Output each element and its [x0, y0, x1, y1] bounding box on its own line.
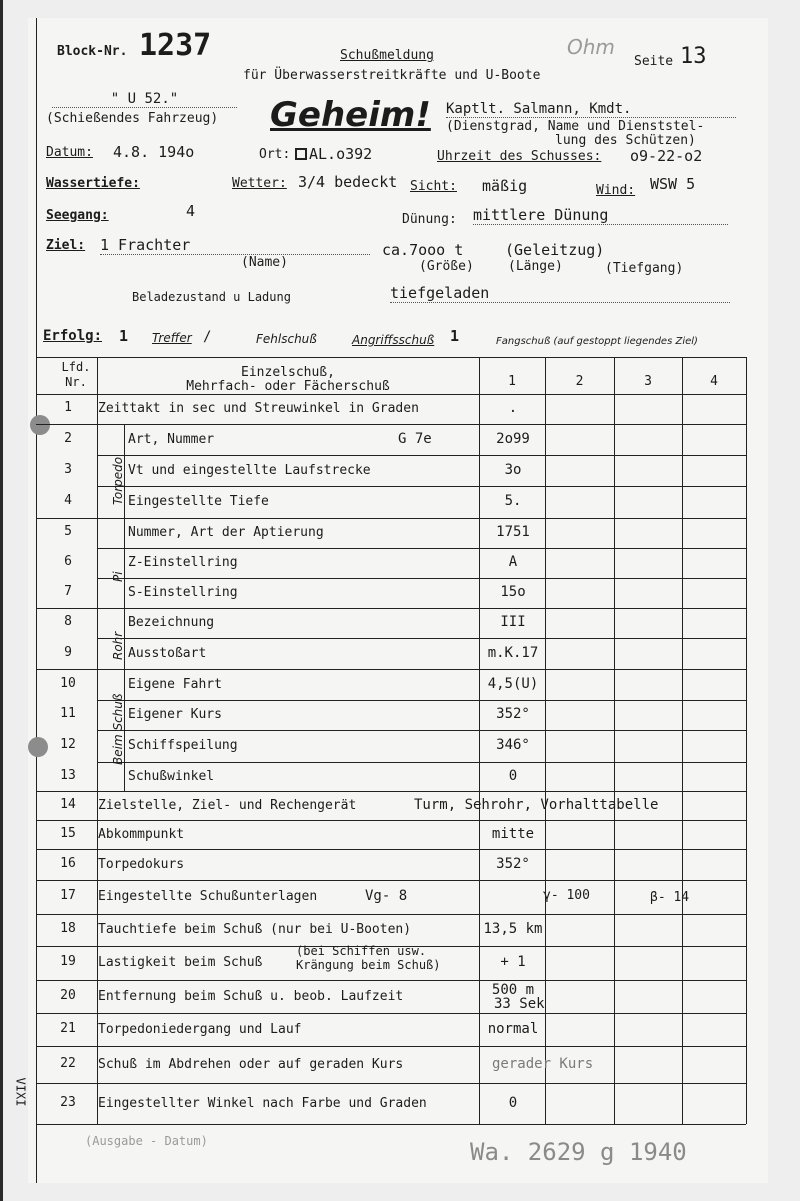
fehl-label: Fehlschuß — [256, 332, 317, 346]
name-label: (Name) — [241, 255, 288, 270]
row-number: 17 — [60, 888, 76, 903]
table-rule — [36, 980, 746, 981]
table-rule — [97, 730, 746, 731]
row17-gamma: γ- 100 — [543, 888, 590, 903]
wind-label: Wind: — [596, 183, 636, 198]
row-value-1: III — [500, 614, 526, 630]
row-label: Schußwinkel — [128, 768, 215, 784]
ort-value: AL.o392 — [309, 145, 373, 163]
row-number: 5 — [64, 524, 72, 539]
row19-note-2: Krängung beim Schuß) — [296, 958, 441, 972]
ziel-label: Ziel: — [46, 238, 86, 253]
row-value-1: A — [508, 554, 518, 570]
col-4: 4 — [710, 374, 718, 389]
ort-checkbox-icon — [295, 148, 307, 160]
angriff-value: 1 — [450, 327, 460, 345]
form-title: Schußmeldung — [340, 48, 434, 63]
laenge-label: (Länge) — [508, 259, 563, 274]
commander-label: (Dienstgrad, Name und Dienststel- — [446, 119, 705, 134]
seegang-label: Seegang: — [46, 208, 109, 223]
table-rule — [36, 518, 746, 519]
uhrzeit-value: o9-22-o2 — [630, 147, 703, 165]
table-rule — [36, 1124, 746, 1125]
group-torpedo: Torpedo — [111, 456, 125, 505]
row-number: 20 — [60, 987, 76, 1003]
ort-label: Ort: — [259, 147, 291, 162]
beladung-label: Beladezustand u Ladung — [132, 290, 291, 304]
row-value-1: 13,5 km — [483, 921, 543, 937]
row-label: Entfernung beim Schuß u. beob. Laufzeit — [98, 988, 404, 1004]
col-rule — [614, 357, 615, 1124]
row-label: Tauchtiefe beim Schuß (nur bei U-Booten) — [98, 922, 412, 937]
row-label: Z-Einstellring — [128, 555, 238, 570]
row-value-1: 4,5(U) — [487, 675, 539, 692]
table-rule — [97, 638, 746, 639]
row-label: Schuß im Abdrehen oder auf geraden Kurs — [98, 1056, 404, 1072]
row-extra-value: Turm, Sehrohr, Vorhalttabelle — [414, 796, 659, 813]
col-rule — [545, 357, 546, 1124]
row-value-1: gerader Kurs — [492, 1055, 594, 1072]
row-value-1: 352° — [496, 706, 530, 722]
commander-value: Kaptlt. Salmann, Kmdt. — [446, 101, 736, 118]
row-number: 2 — [64, 430, 72, 446]
col-rule — [97, 357, 98, 1124]
row-label: Abkommpunkt — [98, 826, 185, 842]
row-value-1: 5. — [504, 493, 522, 509]
row-label: Torpedokurs — [98, 856, 185, 872]
table-rule — [97, 700, 746, 701]
erfolg-label: Erfolg: — [43, 328, 103, 344]
col-rule — [479, 357, 480, 1124]
page-number: 13 — [680, 44, 707, 69]
row-value-1: 0 — [508, 1094, 518, 1111]
row-label: S-Einstellring — [128, 585, 238, 600]
duenung-value: mittlere Dünung — [473, 206, 728, 225]
ziel-size: ca.7ooo t — [382, 241, 464, 259]
col-einzel: Einzelschuß, — [241, 365, 335, 380]
table-rule — [36, 880, 746, 881]
row19-note-1: (bei Schiffen usw. — [296, 944, 427, 958]
row-number: 14 — [60, 796, 76, 812]
row-label: Eingestellte Schußunterlagen — [98, 889, 318, 904]
wind-value: WSW 5 — [650, 175, 696, 193]
row-value-1: + 1 — [500, 954, 526, 970]
sicht-label: Sicht: — [410, 179, 457, 194]
ziel-geleit: (Geleitzug) — [505, 241, 605, 259]
ziel-value: 1 Frachter — [100, 236, 370, 255]
seegang-value: 4 — [186, 202, 196, 220]
group-beim-schuss: Beim Schuß — [111, 693, 125, 765]
row-value-1: 346° — [496, 737, 530, 753]
row-value-1: . — [508, 400, 518, 416]
row-label: Eingestellter Winkel nach Farbe und Graden — [98, 1095, 427, 1111]
uhrzeit-label: Uhrzeit des Schusses: — [437, 149, 602, 164]
row-label: Vt und eingestellte Laufstrecke — [128, 462, 371, 478]
tiefgang-label: (Tiefgang) — [605, 261, 684, 276]
row-number: 1 — [64, 400, 72, 415]
treffer-value: 1 — [119, 327, 129, 345]
row-number: 9 — [64, 644, 72, 660]
row-value-1: 15o — [500, 584, 526, 600]
table-rule — [36, 394, 746, 395]
row-label: Bezeichnung — [128, 615, 215, 630]
table-rule — [36, 1046, 746, 1047]
row-value-1: 3o — [504, 461, 522, 478]
page-label: Seite — [634, 54, 674, 69]
duenung-label: Dünung: — [402, 212, 457, 227]
row-value-1: 1751 — [496, 524, 530, 540]
row-value-1: 0 — [508, 767, 518, 784]
row-label: Eingestellte Tiefe — [128, 494, 269, 509]
vessel-label: (Schießendes Fahrzeug) — [46, 111, 219, 126]
col-nr: Nr. — [65, 375, 87, 389]
row-value-1: 500 m — [491, 982, 535, 998]
table-rule — [97, 486, 746, 487]
block-label: Block-Nr. — [57, 44, 128, 59]
table-right-rule — [746, 357, 747, 1124]
fehl-value: / — [203, 329, 212, 345]
secret-stamp: Geheim! — [270, 95, 431, 135]
row20-value-2: 33 Sek — [494, 996, 545, 1012]
table-rule — [97, 455, 746, 456]
row-value-1: 352° — [496, 855, 530, 872]
datum-value: 4.8. 194o — [113, 143, 195, 161]
row-number: 11 — [60, 706, 76, 721]
table-rule — [36, 791, 746, 792]
form-left-rule — [36, 18, 37, 1183]
row-value-1: 2o99 — [496, 430, 530, 447]
row-number: 23 — [60, 1094, 76, 1110]
beladung-value: tiefgeladen — [390, 284, 730, 303]
wetter-label: Wetter: — [232, 176, 287, 191]
table-top-rule — [36, 357, 746, 358]
table-rule — [36, 849, 746, 850]
row-number: 4 — [64, 493, 72, 508]
groesse-label: (Größe) — [419, 259, 474, 274]
form-subtitle: für Überwasserstreitkräfte und U-Boote — [243, 68, 541, 83]
row17-beta: β- 14 — [650, 890, 690, 905]
row-number: 7 — [64, 584, 72, 599]
left-scan-border — [0, 0, 3, 1201]
group-pi: Pi — [111, 571, 125, 582]
row-number: 12 — [60, 737, 76, 752]
angriff-label: Angriffsschuß — [352, 333, 435, 347]
table-rule — [97, 548, 746, 549]
row-number: 10 — [60, 675, 76, 691]
table-rule — [36, 424, 746, 425]
row-label: Zeittakt in sec und Streuwinkel in Graden — [98, 401, 419, 416]
col-mehrfach: Mehrfach- oder Fächerschuß — [186, 379, 390, 394]
margin-note: VIXI — [13, 1077, 28, 1107]
datum-label: Datum: — [46, 145, 93, 160]
row-extra-value: G 7e — [398, 430, 432, 447]
table-rule — [36, 1013, 746, 1014]
col-lfd: Lfd. — [61, 360, 91, 374]
row-number: 16 — [60, 855, 76, 871]
row-label: Eigener Kurs — [128, 707, 222, 722]
row-value-1: normal — [487, 1020, 539, 1037]
commander-label-2: lung des Schützen) — [555, 133, 696, 148]
row-number: 21 — [60, 1020, 76, 1036]
registry-stamp: Wa. 2629 g 1940 — [470, 1138, 687, 1166]
row-extra-value: Vg- 8 — [365, 888, 408, 904]
table-rule — [36, 820, 746, 821]
handwritten-initials: Ohm — [567, 35, 615, 59]
row-label: Lastigkeit beim Schuß — [98, 955, 263, 970]
col-1: 1 — [508, 374, 516, 389]
treffer-label: Treffer — [152, 331, 192, 345]
row-label: Nummer, Art der Aptierung — [128, 525, 324, 540]
block-number: 1237 — [139, 28, 212, 63]
vessel-value: " U 52." — [52, 91, 237, 108]
table-rule — [97, 762, 746, 763]
row-number: 15 — [60, 825, 76, 841]
wassertiefe-label: Wassertiefe: — [46, 176, 140, 191]
row-number: 22 — [60, 1055, 76, 1071]
row-number: 18 — [60, 921, 76, 936]
row-number: 6 — [64, 554, 72, 569]
row-number: 3 — [64, 461, 72, 477]
row-label: Torpedoniedergang und Lauf — [98, 1021, 302, 1037]
table-rule — [97, 578, 746, 579]
row-label: Art, Nummer — [128, 431, 215, 447]
row-label: Schiffspeilung — [128, 738, 238, 753]
row-label: Zielstelle, Ziel- und Rechengerät — [98, 797, 357, 813]
table-rule — [36, 914, 746, 915]
col-3: 3 — [644, 374, 652, 389]
row-value-1: mitte — [491, 825, 535, 842]
fang-label: Fangschuß (auf gestoppt liegendes Ziel) — [496, 336, 698, 347]
col-rule — [682, 357, 683, 1124]
sicht-value: mäßig — [482, 177, 528, 195]
table-rule — [36, 669, 746, 670]
col-2: 2 — [575, 374, 584, 389]
group-rohr: Rohr — [111, 631, 125, 660]
row-label: Ausstoßart — [128, 645, 207, 661]
faint-date-line: (Ausgabe - Datum) — [85, 1134, 208, 1148]
row-number: 13 — [60, 767, 76, 783]
row-number: 8 — [64, 614, 72, 629]
table-rule — [36, 608, 746, 609]
row-label: Eigene Fahrt — [128, 676, 222, 692]
row-value-1: m.K.17 — [487, 644, 539, 661]
wetter-value: 3/4 bedeckt — [298, 173, 398, 191]
table-rule — [36, 1083, 746, 1084]
row-number: 19 — [60, 954, 76, 969]
